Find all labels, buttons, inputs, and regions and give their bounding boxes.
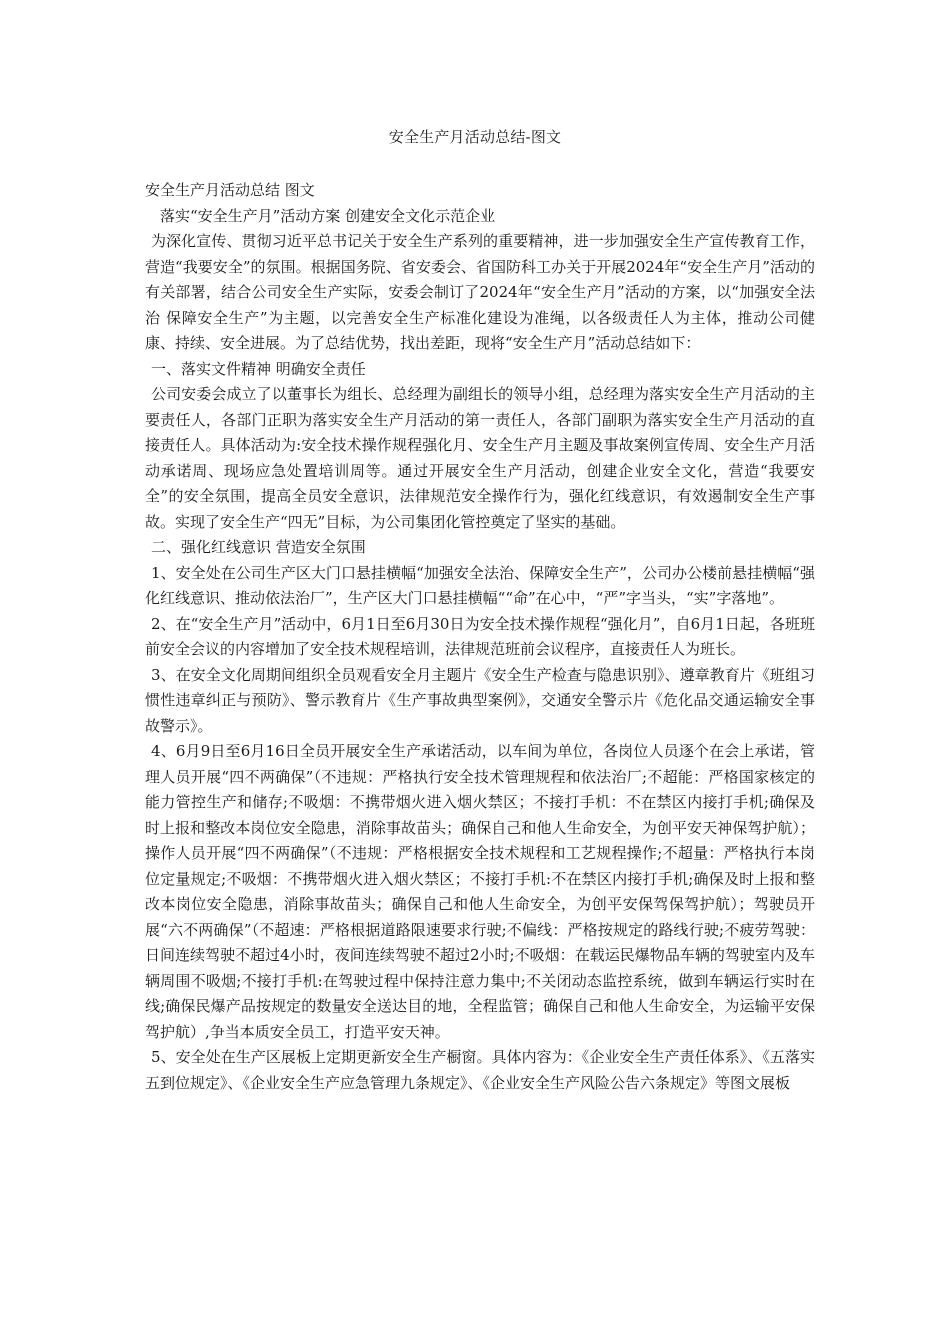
document-body <box>145 178 815 1096</box>
section-heading: 一、落实文件精神 明确安全责任 <box>151 359 366 378</box>
list-item-paragraph: 2、在“安全生产月”活动中，6月1日至6月30日为安全技术操作规程“强化月”，自6月1日起，各班班前安全会议的内容增加了安全技术规程培训，法律规范班前会议程序，直接责任人为班长。 <box>145 614 815 658</box>
list-item-paragraph: 1、安全处在公司生产区大门口悬挂横幅“加强安全法治、保障安全生产”，公司办公楼前悬挂横幅“强化红线意识、推动依法治厂”，生产区大门口悬挂横幅““命”在心中，“严”字当头，“实”字落地”。 <box>145 563 815 607</box>
body-paragraph: 公司安委会成立了以董事长为组长、总经理为副组长的领导小组，总经理为落实安全生产月活动的主要责任人，各部门正职为落实安全生产月活动的第一责任人，各部门副职为落实安全生产月活动的直接责任人。具体活动为:安全技术操作规程强化月、安全生产月主题及事故案例宣传周、安全生产月活动承诺周、现场应急处置培训周等。通过开展安全生产月活动，创建企业安全文化，营造“我要安全”的安全氛围，提高全员安全意识，法律规范安全操作行为，强化红线意识，有效遏制安全生产事故。实现了安全生产“四无”目标，为公司集团化管控奠定了坚实的基础。 <box>145 385 815 531</box>
list-item-paragraph: 4、6月9日至6月16日全员开展安全生产承诺活动，以车间为单位，各岗位人员逐个在会上承诺，管理人员开展“四不两确保”（不违规：严格执行安全技术管理规程和依法治厂;不超能：严格国家核定的能力管控生产和储存;不吸烟：不携带烟火进入烟火禁区；不接打手机：不在禁区内接打手机;确保及时上报和整改本岗位安全隐患，消除事故苗头；确保自己和他人生命安全，为创平安天神保驾护航）；操作人员开展“四不两确保”（不违规：严格根据安全技术规程和工艺规程操作;不超量：严格执行本岗位定量规定;不吸烟：不携带烟火进入烟火禁区；不接打手机:不在禁区内接打手机;确保及时上报和整改本岗位安全隐患，消除事故苗头；确保自己和他人生命安全，为创平安保驾保驾护航）；驾驶员开展“六不两确保”（不超速：严格根据道路限速要求行驶;不偏线：严格按规定的路线行驶;不疲劳驾驶：日间连续驾驶不超过4小时，夜间连续驾驶不超过2小时;不吸烟：在载运民爆物品车辆的驾驶室内及车辆周围不吸烟;不接打手机:在驾驶过程中保持注意力集中;不关闭动态监控系统，做到车辆运行实时在线;确保民爆产品按规定的数量安全送达目的地，全程监管；确保自己和他人生命安全，为运输平安保驾护航）,争当本质安全员工，打造平安天神。 <box>145 742 815 1041</box>
intro-paragraph: 为深化宣传、贯彻习近平总书记关于安全生产系列的重要精神，进一步加强安全生产宣传教育工作，营造“我要安全”的氛围。根据国务院、省安委会、省国防科工办关于开展2024年“安全生产月”活动的有关部署，结合公司安全生产实际，安委会制订了2024年“安全生产月”活动的方案，以“加强安全法治 保障安全生产”为主题，以完善安全生产标准化建设为准绳，以各级责任人为主体，推动公司健康、持续、安全进展。为了总结优势，找出差距，现将“安全生产月”活动总结如下： <box>145 232 815 352</box>
section-heading: 二、强化红线意识 营造安全氛围 <box>151 538 366 556</box>
list-item-paragraph: 5、安全处在生产区展板上定期更新安全生产橱窗。具体内容为：《企业安全生产责任体系》、《五落实五到位规定》、《企业安全生产应急管理九条规定》、《企业安全生产风险公告六条规定》等图文展板 <box>145 1048 815 1092</box>
document-title: 安全生产月活动总结-图文 <box>388 128 562 146</box>
section-heading: 落实“安全生产月”活动方案 创建安全文化示范企业 <box>160 206 496 225</box>
document-subtitle: 安全生产月活动总结 图文 <box>145 181 315 199</box>
list-item-paragraph: 3、在安全文化周期间组织全员观看安全月主题片《安全生产检查与隐患识别》、遵章教育片《班组习惯性违章纠正与预防》、警示教育片《生产事故典型案例》，交通安全警示片《危化品交通运输安全事故警示》。 <box>145 665 815 735</box>
